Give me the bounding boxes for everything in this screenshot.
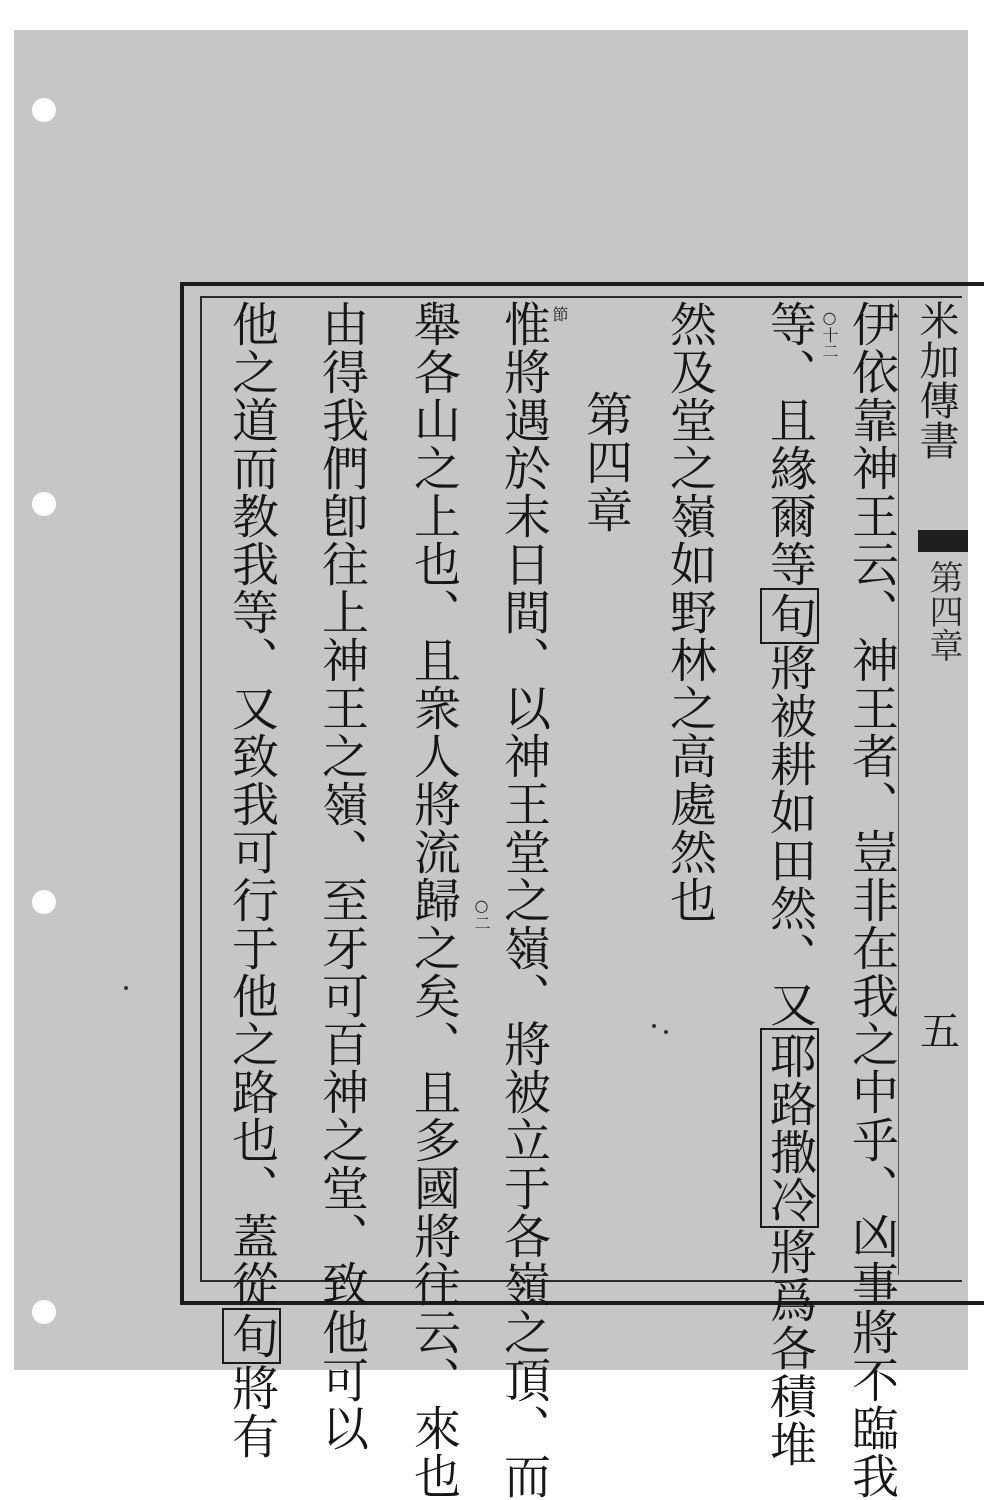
text-column-2: [760, 300, 818, 1468]
folio-number: 五: [920, 1009, 960, 1055]
book-title: 米加傳書: [913, 300, 959, 460]
binding-hole: [32, 98, 56, 122]
text-run: 第四章: [578, 390, 633, 534]
text-column-3: [660, 300, 718, 924]
text-run: 舉各山之上也、且衆人將流歸之矣、且多國將往云、來也: [406, 300, 461, 1500]
text-run: 伊依靠神王云、神王者、豈非在我之中乎、凶事將不臨我: [844, 300, 899, 1500]
text-run: 由得我們卽往上神王之嶺、至牙可百神之堂、致他可以: [314, 300, 369, 1452]
boxed-name: 耶路撒冷: [760, 1028, 819, 1228]
text-column-5: [494, 300, 552, 1500]
text-column-8: [222, 300, 280, 1460]
text-run: 他之道而教我等、又致我可行于他之路也、蓋從: [224, 300, 279, 1308]
ink-speck: [664, 1030, 668, 1034]
verse-number: ○十二: [820, 308, 839, 359]
boxed-name: 旬: [760, 588, 819, 644]
binding-hole: [32, 492, 56, 516]
margin-chapter-title: 第四章: [923, 560, 963, 662]
binding-hole: [32, 1300, 56, 1324]
text-column-1: [842, 300, 900, 1500]
text-run: 將被耕如田然、又: [762, 644, 817, 1028]
boxed-name: 旬: [222, 1308, 281, 1364]
text-run: 惟將遇於末日間、以神王堂之嶺、將被立于各嶺之頂、而: [496, 300, 551, 1500]
text-run: 將爲各積堆: [762, 1228, 817, 1468]
ink-speck: [652, 1024, 656, 1028]
text-run: 然及堂之嶺如野林之高處然也: [662, 300, 717, 924]
text-run: 將有: [224, 1364, 279, 1460]
text-run: 等、且緣爾等: [762, 300, 817, 588]
verse-number: ○二: [472, 896, 491, 931]
text-column-6: [404, 300, 462, 1500]
chapter-heading: [576, 390, 634, 534]
section-mark: 節: [550, 306, 569, 322]
text-column-7: [312, 300, 370, 1452]
fishtail-mark: [918, 530, 968, 552]
ink-speck: [124, 986, 128, 990]
binding-hole: [32, 890, 56, 914]
